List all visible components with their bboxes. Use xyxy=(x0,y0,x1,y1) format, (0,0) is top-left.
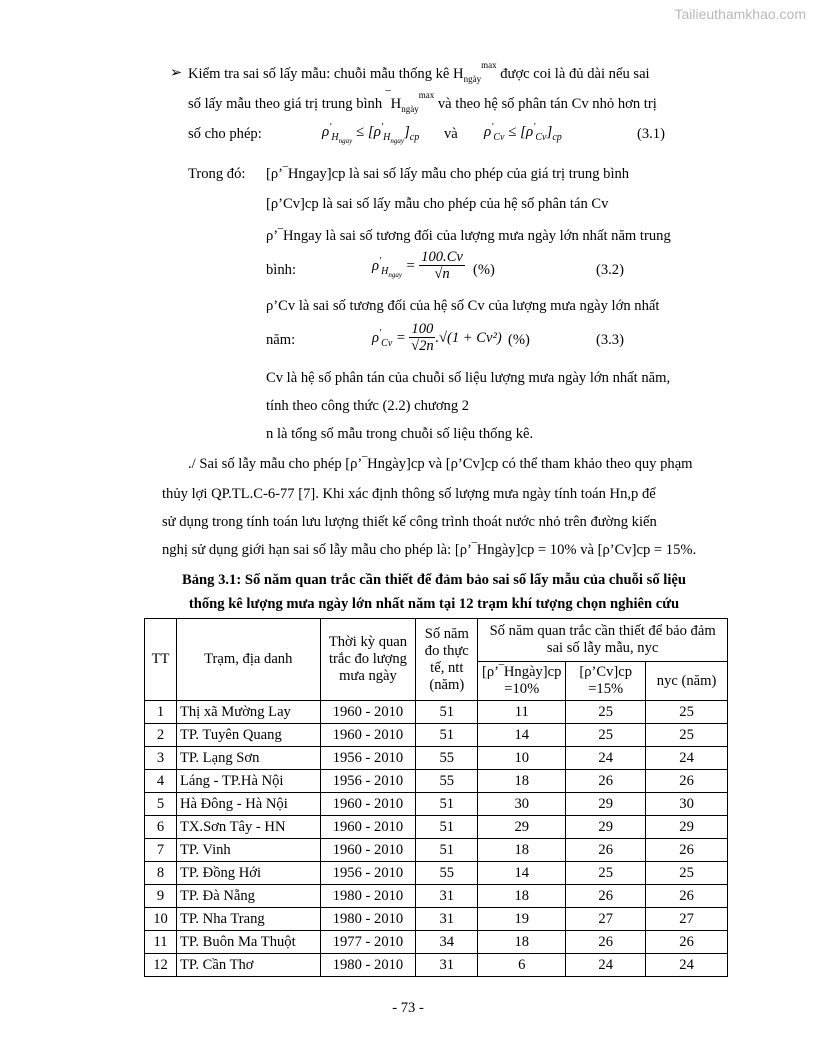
cell-tt: 12 xyxy=(145,954,177,977)
table-body xyxy=(145,701,728,977)
cell-h: 30 xyxy=(478,793,566,816)
cell-nyc: 26 xyxy=(646,770,728,793)
cell-tt: 6 xyxy=(145,816,177,839)
formula-3-3: $\rho'_{Cv}$ = $\frac{100}{√2n}$ .√(1 + Cv²) xyxy=(372,321,502,354)
cell-cv: 26 xyxy=(566,770,646,793)
intro-line-1: Kiểm tra sai số lấy mẫu: chuỗi mẫu thống kê $H_{ngày}^{max}$ được coi là đủ dài nếu sai xyxy=(188,60,650,84)
table-row xyxy=(145,701,728,724)
cell-name: Hà Đông - Hà Nội xyxy=(176,793,320,816)
cell-cv: 29 xyxy=(566,816,646,839)
header-rho-cv: [ρ’Cv]cp =15% xyxy=(566,662,646,701)
watermark: Tailieuthamkhao.com xyxy=(674,6,806,22)
cell-ntt: 55 xyxy=(416,747,478,770)
cell-h: 18 xyxy=(478,885,566,908)
cell-tt: 3 xyxy=(145,747,177,770)
cell-period: 1960 - 2010 xyxy=(320,701,416,724)
definition-rho-h-mean: ρ’‾Hngay là sai số tương đối của lượng mưa ngày lớn nhất năm trung xyxy=(266,228,671,244)
cell-tt: 9 xyxy=(145,885,177,908)
cell-tt: 1 xyxy=(145,701,177,724)
cell-period: 1956 - 2010 xyxy=(320,747,416,770)
cell-h: 10 xyxy=(478,747,566,770)
header-tt: TT xyxy=(145,619,177,701)
cell-tt: 11 xyxy=(145,931,177,954)
cell-h: 18 xyxy=(478,770,566,793)
cell-nyc: 27 xyxy=(646,908,728,931)
cell-name: Thị xã Mường Lay xyxy=(176,701,320,724)
cell-period: 1956 - 2010 xyxy=(320,862,416,885)
cell-period: 1960 - 2010 xyxy=(320,724,416,747)
cell-ntt: 31 xyxy=(416,885,478,908)
cell-name: Láng - TP.Hà Nội xyxy=(176,770,320,793)
cell-ntt: 31 xyxy=(416,954,478,977)
cell-h: 14 xyxy=(478,862,566,885)
header-rho-h: [ρ’‾Hngày]cp =10% xyxy=(478,662,566,701)
cell-cv: 25 xyxy=(566,724,646,747)
cell-name: TP. Lạng Sơn xyxy=(176,747,320,770)
formula-3-3-unit: (%) xyxy=(508,332,530,348)
table-caption-line-2: thống kê lượng mưa ngày lớn nhất năm tại 12 trạm khí tượng chọn nghiên cứu xyxy=(188,596,680,612)
table-row xyxy=(145,793,728,816)
cell-nyc: 24 xyxy=(646,747,728,770)
header-station: Trạm, địa danh xyxy=(176,619,320,701)
cell-ntt: 51 xyxy=(416,724,478,747)
header-needed-years: Số năm quan trắc cần thiết để bảo đảm sai số lẫy mẫu, nyc xyxy=(478,619,728,662)
cell-ntt: 34 xyxy=(416,931,478,954)
cell-cv: 24 xyxy=(566,954,646,977)
paragraph-line-4: nghị sử dụng giới hạn sai số lẫy mẫu cho phép là: [ρ’‾Hngày]cp = 10% và [ρ’Cv]cp = 15%. xyxy=(162,542,697,558)
intro-line-2: số lấy mẫu theo giá trị trung bình $‾H_{ngày}^{max}$ và theo hệ số phân tán Cv nhỏ hơn trị xyxy=(188,89,657,114)
cell-cv: 25 xyxy=(566,701,646,724)
paragraph-line-2: thủy lợi QP.TL.C-6-77 [7]. Khi xác định thông số lượng mưa ngày tính toán Hn,p để xyxy=(162,486,656,502)
cell-cv: 26 xyxy=(566,839,646,862)
cell-cv: 25 xyxy=(566,862,646,885)
cell-period: 1956 - 2010 xyxy=(320,770,416,793)
cell-nyc: 26 xyxy=(646,839,728,862)
intro-line-3-label: số cho phép: xyxy=(188,126,262,142)
cell-name: TX.Sơn Tây - HN xyxy=(176,816,320,839)
cell-cv: 26 xyxy=(566,885,646,908)
cell-nyc: 25 xyxy=(646,701,728,724)
cell-name: TP. Đà Nẵng xyxy=(176,885,320,908)
cell-name: TP. Vinh xyxy=(176,839,320,862)
cell-cv: 29 xyxy=(566,793,646,816)
cell-name: TP. Nha Trang xyxy=(176,908,320,931)
equation-number-3-1: (3.1) xyxy=(637,126,665,142)
cell-ntt: 51 xyxy=(416,793,478,816)
cell-cv: 26 xyxy=(566,931,646,954)
cell-name: TP. Buôn Ma Thuột xyxy=(176,931,320,954)
definition-rho-h-mean-cont: bình: xyxy=(266,262,296,278)
cell-h: 11 xyxy=(478,701,566,724)
formula-3-1-left: $\rho'_{H_{ngay}} \le [\rho'_{H_{ngay}}]_{cp}$ xyxy=(322,122,420,145)
cell-h: 18 xyxy=(478,931,566,954)
cell-ntt: 55 xyxy=(416,862,478,885)
cell-period: 1980 - 2010 xyxy=(320,954,416,977)
cell-nyc: 29 xyxy=(646,816,728,839)
cell-ntt: 31 xyxy=(416,908,478,931)
definition-n: n là tổng số mẫu trong chuỗi số liệu thống kê. xyxy=(266,426,534,442)
table-row xyxy=(145,839,728,862)
paragraph-line-1: ./ Sai số lẫy mẫu cho phép [ρ’‾Hngày]cp và [ρ’Cv]cp có thể tham khảo theo quy phạm xyxy=(188,456,693,472)
cell-cv: 27 xyxy=(566,908,646,931)
formula-3-2-unit: (%) xyxy=(473,262,495,278)
cell-nyc: 30 xyxy=(646,793,728,816)
cell-ntt: 55 xyxy=(416,770,478,793)
cell-nyc: 25 xyxy=(646,862,728,885)
paragraph-line-3: sử dụng trong tính toán lưu lượng thiết kế công trình thoát nước nhỏ trên đường kiến xyxy=(162,514,657,530)
header-period: Thời kỳ quan trắc đo lượng mưa ngày xyxy=(320,619,416,701)
cell-period: 1980 - 2010 xyxy=(320,885,416,908)
table-row xyxy=(145,770,728,793)
cell-h: 6 xyxy=(478,954,566,977)
formula-3-1-right: $\rho'_{Cv} \le [\rho'_{Cv}]_{cp}$ xyxy=(484,122,562,143)
cell-period: 1980 - 2010 xyxy=(320,908,416,931)
cell-h: 14 xyxy=(478,724,566,747)
data-table xyxy=(144,618,728,977)
page-number: - 73 - xyxy=(392,1000,424,1016)
equation-number-3-3: (3.3) xyxy=(596,332,624,348)
cell-cv: 24 xyxy=(566,747,646,770)
table-caption-line-1: Bảng 3.1: Số năm quan trắc cần thiết để đảm bảo sai số lấy mẫu của chuỗi số liệu xyxy=(182,572,686,588)
table-row xyxy=(145,724,728,747)
cell-nyc: 25 xyxy=(646,724,728,747)
cell-nyc: 26 xyxy=(646,885,728,908)
cell-tt: 5 xyxy=(145,793,177,816)
cell-tt: 10 xyxy=(145,908,177,931)
bullet-arrow-icon: ➢ xyxy=(170,65,183,81)
cell-h: 18 xyxy=(478,839,566,862)
table-row xyxy=(145,747,728,770)
definition-cv-cont: tính theo công thức (2.2) chương 2 xyxy=(266,398,470,414)
definition-rho-h: [ρ’‾Hngay]cp là sai số lấy mẫu cho phép của giá trị trung bình xyxy=(266,166,630,182)
equation-number-3-2: (3.2) xyxy=(596,262,624,278)
cell-name: TP. Đồng Hới xyxy=(176,862,320,885)
intro-and: và xyxy=(444,126,458,142)
where-label: Trong đó: xyxy=(188,166,246,182)
header-nyc: nyc (năm) xyxy=(646,662,728,701)
table-row xyxy=(145,816,728,839)
header-actual-years: Số năm đo thực tế, ntt (năm) xyxy=(416,619,478,701)
cell-period: 1960 - 2010 xyxy=(320,793,416,816)
cell-period: 1977 - 2010 xyxy=(320,931,416,954)
table-row xyxy=(145,862,728,885)
cell-ntt: 51 xyxy=(416,839,478,862)
definition-rho-cv: [ρ’Cv]cp là sai số lấy mẫu cho phép của hệ số phân tán Cv xyxy=(266,196,609,212)
table-row xyxy=(145,908,728,931)
cell-ntt: 51 xyxy=(416,701,478,724)
cell-period: 1960 - 2010 xyxy=(320,839,416,862)
cell-ntt: 51 xyxy=(416,816,478,839)
table-row xyxy=(145,931,728,954)
cell-tt: 2 xyxy=(145,724,177,747)
cell-name: TP. Cần Thơ xyxy=(176,954,320,977)
formula-3-2: $\rho'_{H_{ngay}}$ = $\frac{100.Cv}{√n}$ xyxy=(372,249,463,282)
cell-nyc: 26 xyxy=(646,931,728,954)
definition-cv: Cv là hệ số phân tán của chuỗi số liệu lượng mưa ngày lớn nhất năm, xyxy=(266,370,671,386)
table-row xyxy=(145,885,728,908)
cell-tt: 7 xyxy=(145,839,177,862)
table-row xyxy=(145,954,728,977)
cell-period: 1960 - 2010 xyxy=(320,816,416,839)
cell-h: 29 xyxy=(478,816,566,839)
definition-rho-cv-relative-cont: năm: xyxy=(266,332,296,348)
cell-h: 19 xyxy=(478,908,566,931)
cell-nyc: 24 xyxy=(646,954,728,977)
cell-tt: 4 xyxy=(145,770,177,793)
definition-rho-cv-relative: ρ’Cv là sai số tương đối của hệ số Cv của lượng mưa ngày lớn nhất xyxy=(266,298,660,314)
cell-tt: 8 xyxy=(145,862,177,885)
cell-name: TP. Tuyên Quang xyxy=(176,724,320,747)
